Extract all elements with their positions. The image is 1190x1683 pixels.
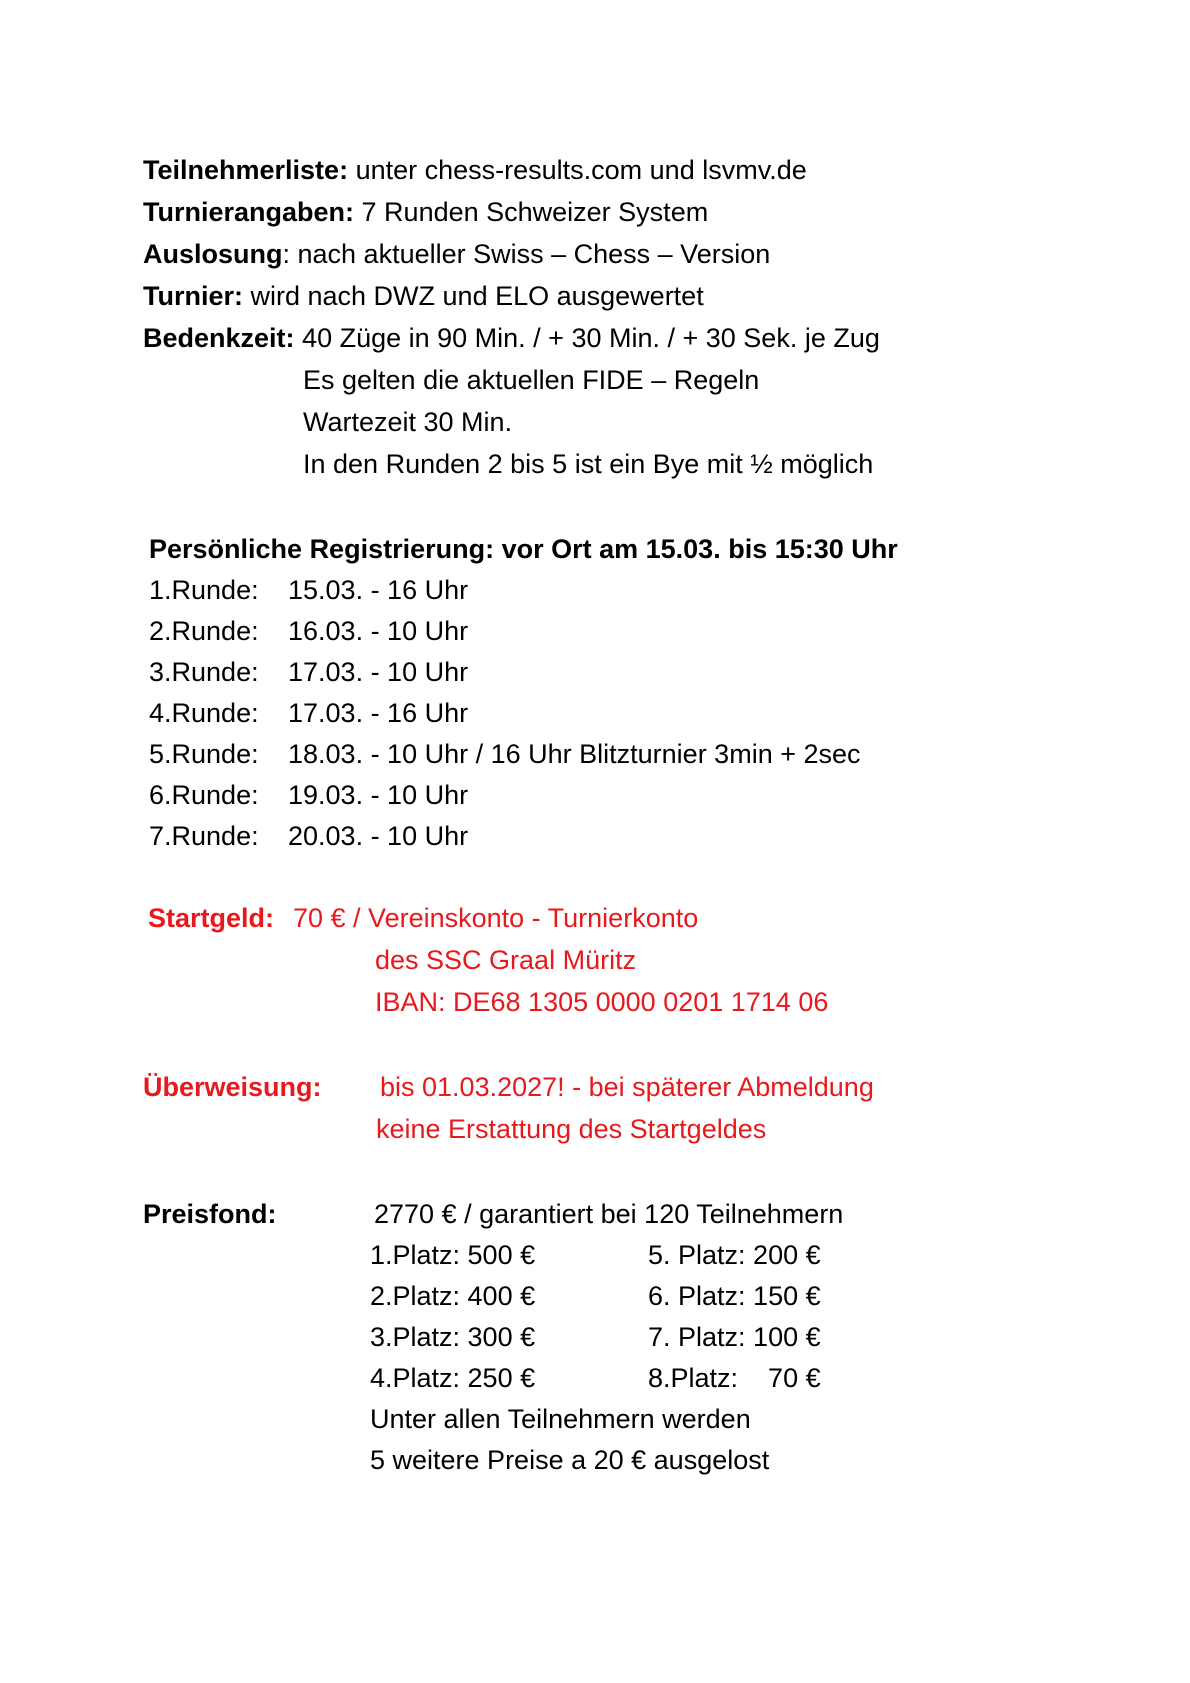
prize-item: 1.Platz: 500 € [370, 1240, 536, 1270]
teilnehmerliste-line [143, 154, 807, 186]
round-time: 20.03. - 10 Uhr [288, 821, 469, 851]
auslosung-label: Auslosung [143, 239, 283, 269]
turnierangaben-value: 7 Runden Schweizer System [354, 197, 709, 227]
prize-item: 7. Platz: 100 € [648, 1322, 821, 1352]
round-label: 1.Runde: [149, 575, 259, 605]
startgeld-label-text: Startgeld: [148, 903, 275, 933]
preisfond-label-text: Preisfond: [143, 1199, 277, 1229]
bedenkzeit-line [143, 322, 880, 354]
ueberweisung-line: keine Erstattung des Startgeldes [376, 1114, 767, 1144]
preisfond-note: 5 weitere Preise a 20 € ausgelost [370, 1445, 770, 1475]
startgeld-line: des SSC Graal Müritz [375, 945, 637, 975]
registration-heading [149, 533, 898, 565]
round-time: 17.03. - 10 Uhr [288, 657, 469, 687]
round-time: 16.03. - 10 Uhr [288, 616, 469, 646]
auslosung-line [143, 238, 770, 270]
ueberweisung-line: bis 01.03.2027! - bei späterer Abmeldung [380, 1072, 874, 1102]
prize-item: 5. Platz: 200 € [648, 1240, 821, 1270]
round-time: 18.03. - 10 Uhr / 16 Uhr Blitzturnier 3min + 2sec [288, 739, 861, 769]
prize-item: 2.Platz: 400 € [370, 1281, 536, 1311]
prize-item: 6. Platz: 150 € [648, 1281, 821, 1311]
registration-heading-text: Persönliche Registrierung: vor Ort am 15.03. bis 15:30 Uhr [149, 534, 898, 564]
turnier-line [143, 280, 704, 312]
round-label: 6.Runde: [149, 780, 259, 810]
iban-line: IBAN: DE68 1305 0000 0201 1714 06 [375, 987, 829, 1017]
teilnehmerliste-value: unter chess-results.com und lsvmv.de [348, 155, 807, 185]
round-time: 19.03. - 10 Uhr [288, 780, 469, 810]
bedenkzeit-label: Bedenkzeit: [143, 323, 295, 353]
turnier-label: Turnier: [143, 281, 243, 311]
startgeld-label [148, 902, 274, 934]
round-label: 7.Runde: [149, 821, 259, 851]
round-label: 4.Runde: [149, 698, 259, 728]
prize-item: 3.Platz: 300 € [370, 1322, 536, 1352]
round-label: 2.Runde: [149, 616, 259, 646]
turnierangaben-line [143, 196, 708, 228]
preisfond-note: Unter allen Teilnehmern werden [370, 1404, 751, 1434]
prize-item: 8.Platz: 70 € [648, 1363, 821, 1393]
bedenkzeit-detail: In den Runden 2 bis 5 ist ein Bye mit ½ möglich [303, 449, 874, 479]
auslosung-value: : nach aktueller Swiss – Chess – Version [282, 239, 771, 269]
preisfond-label [143, 1198, 277, 1230]
turnierangaben-label: Turnierangaben: [143, 197, 355, 227]
ueberweisung-label [143, 1071, 322, 1103]
round-label: 5.Runde: [149, 739, 259, 769]
round-time: 15.03. - 16 Uhr [288, 575, 469, 605]
bedenkzeit-detail: Es gelten die aktuellen FIDE – Regeln [303, 365, 760, 395]
bedenkzeit-value: 40 Züge in 90 Min. / + 30 Min. / + 30 Sek. je Zug [294, 323, 880, 353]
round-time: 17.03. - 16 Uhr [288, 698, 469, 728]
preisfond-total: 2770 € / garantiert bei 120 Teilnehmern [374, 1199, 844, 1229]
turnier-value: wird nach DWZ und ELO ausgewertet [243, 281, 704, 311]
prize-item: 4.Platz: 250 € [370, 1363, 536, 1393]
round-label: 3.Runde: [149, 657, 259, 687]
startgeld-line: 70 € / Vereinskonto - Turnierkonto [293, 903, 699, 933]
ueberweisung-label-text: Überweisung: [143, 1072, 322, 1102]
teilnehmerliste-label: Teilnehmerliste: [143, 155, 349, 185]
bedenkzeit-detail: Wartezeit 30 Min. [303, 407, 513, 437]
